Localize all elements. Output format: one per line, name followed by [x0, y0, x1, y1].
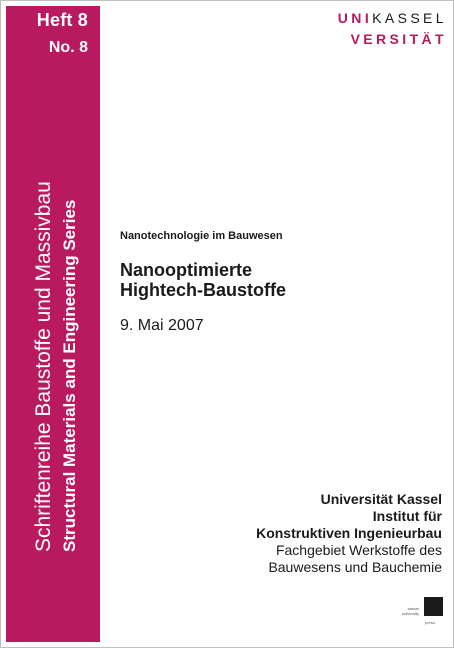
logo-text-kassel: KASSEL	[372, 10, 447, 26]
logo-row-2	[338, 29, 447, 50]
publisher-department: Fachgebiet Werkstoffe des	[275, 542, 442, 558]
series-title-german: Schriftenreihe Baustoffe und Massivbau	[32, 181, 55, 552]
issue-number: No. 8	[48, 39, 88, 56]
publisher-university: Universität Kassel	[320, 491, 442, 507]
spine-title	[6, 6, 100, 566]
university-logo	[338, 8, 447, 50]
book-title-line-2: Hightech-Baustoffe	[120, 280, 286, 300]
logo-text-versitaet: VERSITÄT	[350, 31, 447, 47]
press-logo-square-icon	[424, 597, 443, 616]
publisher-institute-name: Konstruktiven Ingenieurbau	[256, 525, 442, 541]
topic-label: Nanotechnologie im Bauwesen	[120, 230, 283, 242]
publisher-department-cont: Bauwesens und Bauchemie	[268, 559, 442, 575]
book-title	[120, 260, 286, 300]
book-title-line-1: Nanooptimierte	[120, 260, 253, 280]
series-sidebar	[6, 6, 100, 642]
series-title-english: Structural Materials and Engineering Series	[60, 199, 79, 552]
press-logo-line-2: university	[402, 611, 419, 616]
press-logo-word: press	[425, 620, 435, 625]
publisher-block	[256, 491, 442, 576]
logo-text-uni: UNI	[337, 10, 373, 26]
logo-row-1	[338, 8, 447, 29]
publisher-institute: Institut für	[372, 508, 442, 524]
event-date: 9. Mai 2007	[120, 317, 204, 334]
press-logo-line-1: kassel	[407, 606, 419, 611]
issue-label: Heft 8	[36, 10, 88, 30]
press-logo-text	[402, 606, 419, 616]
